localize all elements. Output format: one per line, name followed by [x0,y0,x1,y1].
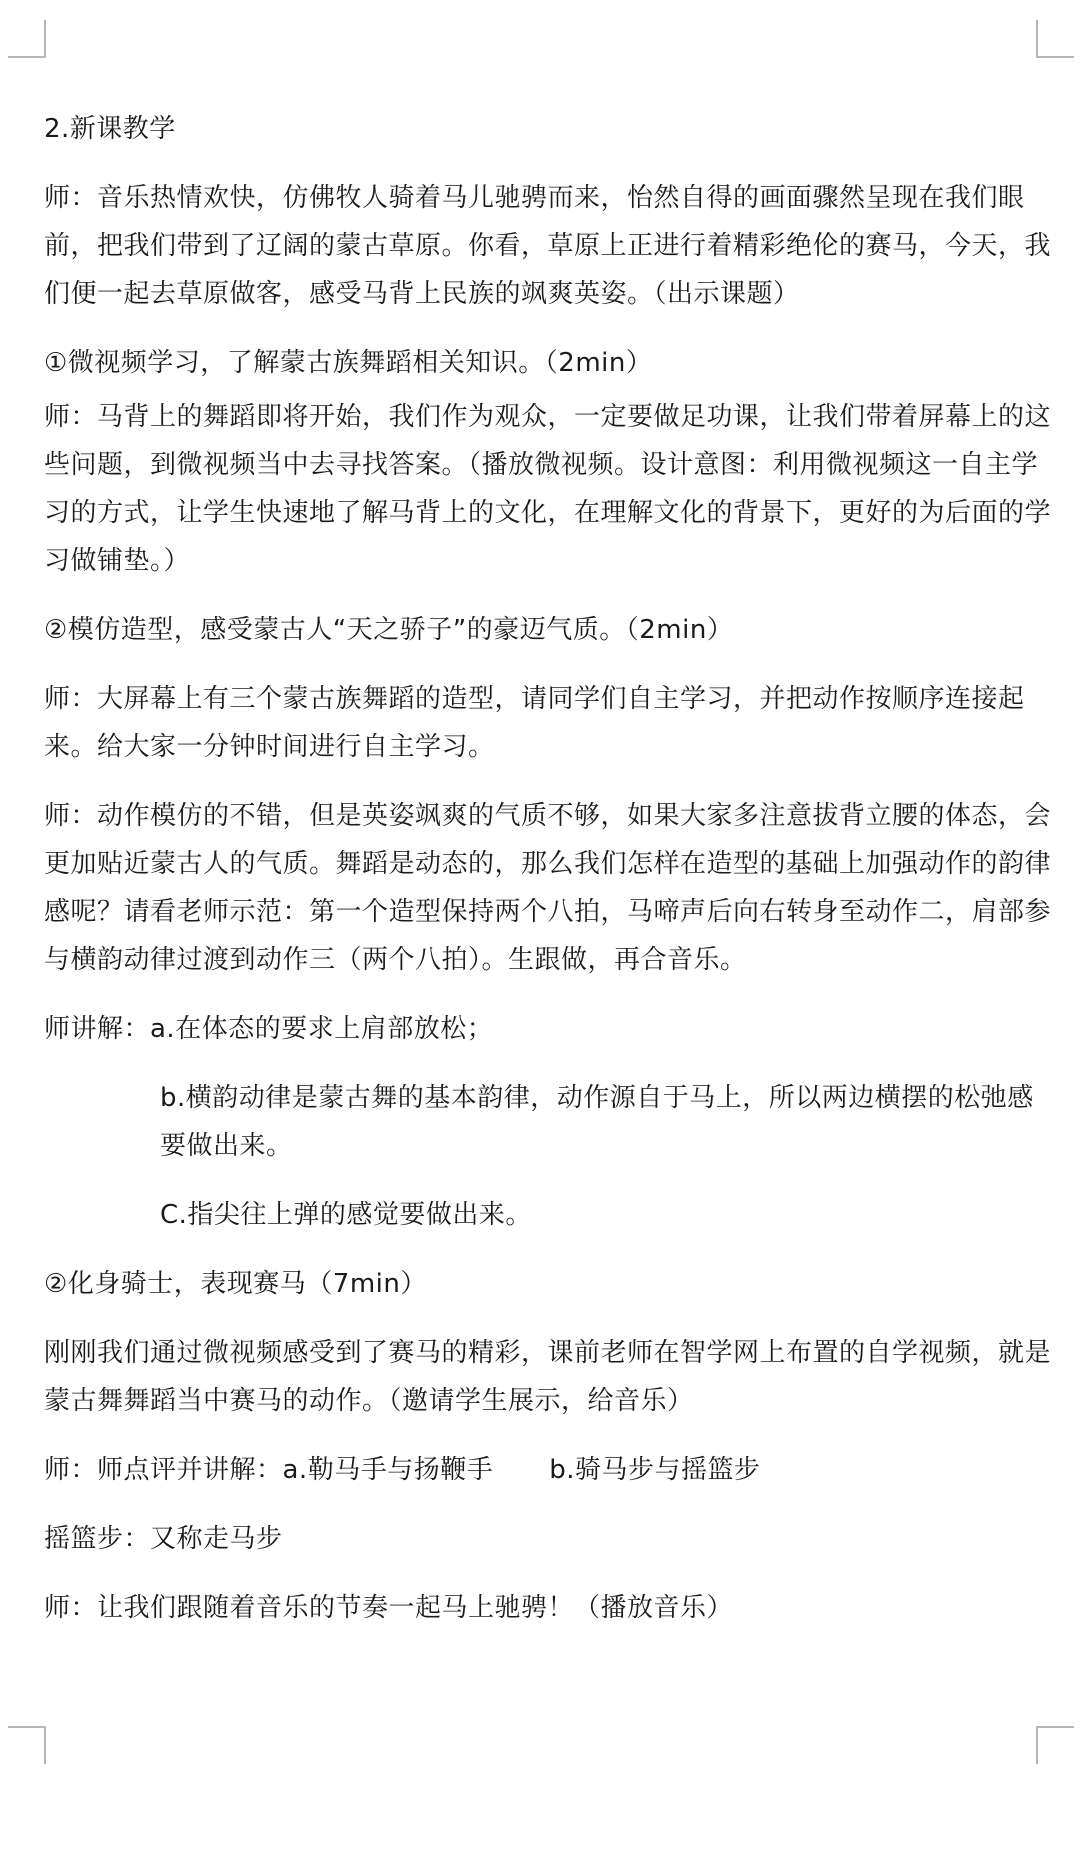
paragraph: 师：让我们跟随着音乐的节奏一起马上驰骋！（播放音乐） [44,1593,734,1623]
paragraph-part: b.骑马步与摇篮步 [549,1455,761,1485]
paragraph: C.指尖往上弹的感觉要做出来。 [160,1200,532,1230]
paragraph: 刚刚我们通过微视频感受到了赛马的精彩，课前老师在智学网上布置的自学视频，就是蒙古舞舞蹈当中赛马的动作。（邀请学生展示，给音乐） [44,1338,1052,1416]
paragraph: 师：马背上的舞蹈即将开始，我们作为观众，一定要做足功课，让我们带着屏幕上的这些问题，到微视频当中去寻找答案。（播放微视频。设计意图：利用微视频这一自主学习的方式，让学生快速地了解马背上的文化，在理解文化的背景下，更好的为后面的学习做铺垫。） [44,402,1052,576]
crop-mark-bottom-left [8,1726,46,1764]
paragraph [44,1446,1054,1494]
paragraph: 师讲解：a.在体态的要求上肩部放松； [44,1014,494,1044]
paragraph: 师：音乐热情欢快，仿佛牧人骑着马儿驰骋而来，怡然自得的画面骤然呈现在我们眼前，把我们带到了辽阔的蒙古草原。你看，草原上正进行着精彩绝伦的赛马，今天，我们便一起去草原做客，感受马背上民族的飒爽英姿。（出示课题） [44,183,1052,309]
paragraph: 摇篮步：又称走马步 [44,1524,283,1554]
subheading: ②模仿造型，感受蒙古人“天之骄子”的豪迈气质。（2min） [44,615,734,645]
crop-mark-top-left [8,20,46,58]
section-title: 2.新课教学 [44,114,176,144]
paragraph: 师：动作模仿的不错，但是英姿飒爽的气质不够，如果大家多注意拔背立腰的体态，会更加贴近蒙古人的气质。舞蹈是动态的，那么我们怎样在造型的基础上加强动作的韵律感呢？请看老师示范：第一个造型保持两个八拍，马啼声后向右转身至动作二，肩部参与横韵动律过渡到动作三（两个八拍）。生跟做，再合音乐。 [44,801,1052,975]
paragraph: 师：大屏幕上有三个蒙古族舞蹈的造型，请同学们自主学习，并把动作按顺序连接起来。给大家一分钟时间进行自主学习。 [44,684,1025,762]
paragraph: b.横韵动律是蒙古舞的基本韵律，动作源自于马上，所以两边横摆的松弛感要做出来。 [160,1083,1034,1161]
crop-mark-top-right [1036,20,1074,58]
crop-mark-bottom-right [1036,1726,1074,1764]
document-body [44,105,1054,1653]
subheading: ①微视频学习，了解蒙古族舞蹈相关知识。（2min） [44,348,653,378]
paragraph-part: 师：师点评并讲解：a.勒马手与扬鞭手 [44,1455,494,1485]
subheading: ②化身骑士，表现赛马（7min） [44,1269,427,1299]
